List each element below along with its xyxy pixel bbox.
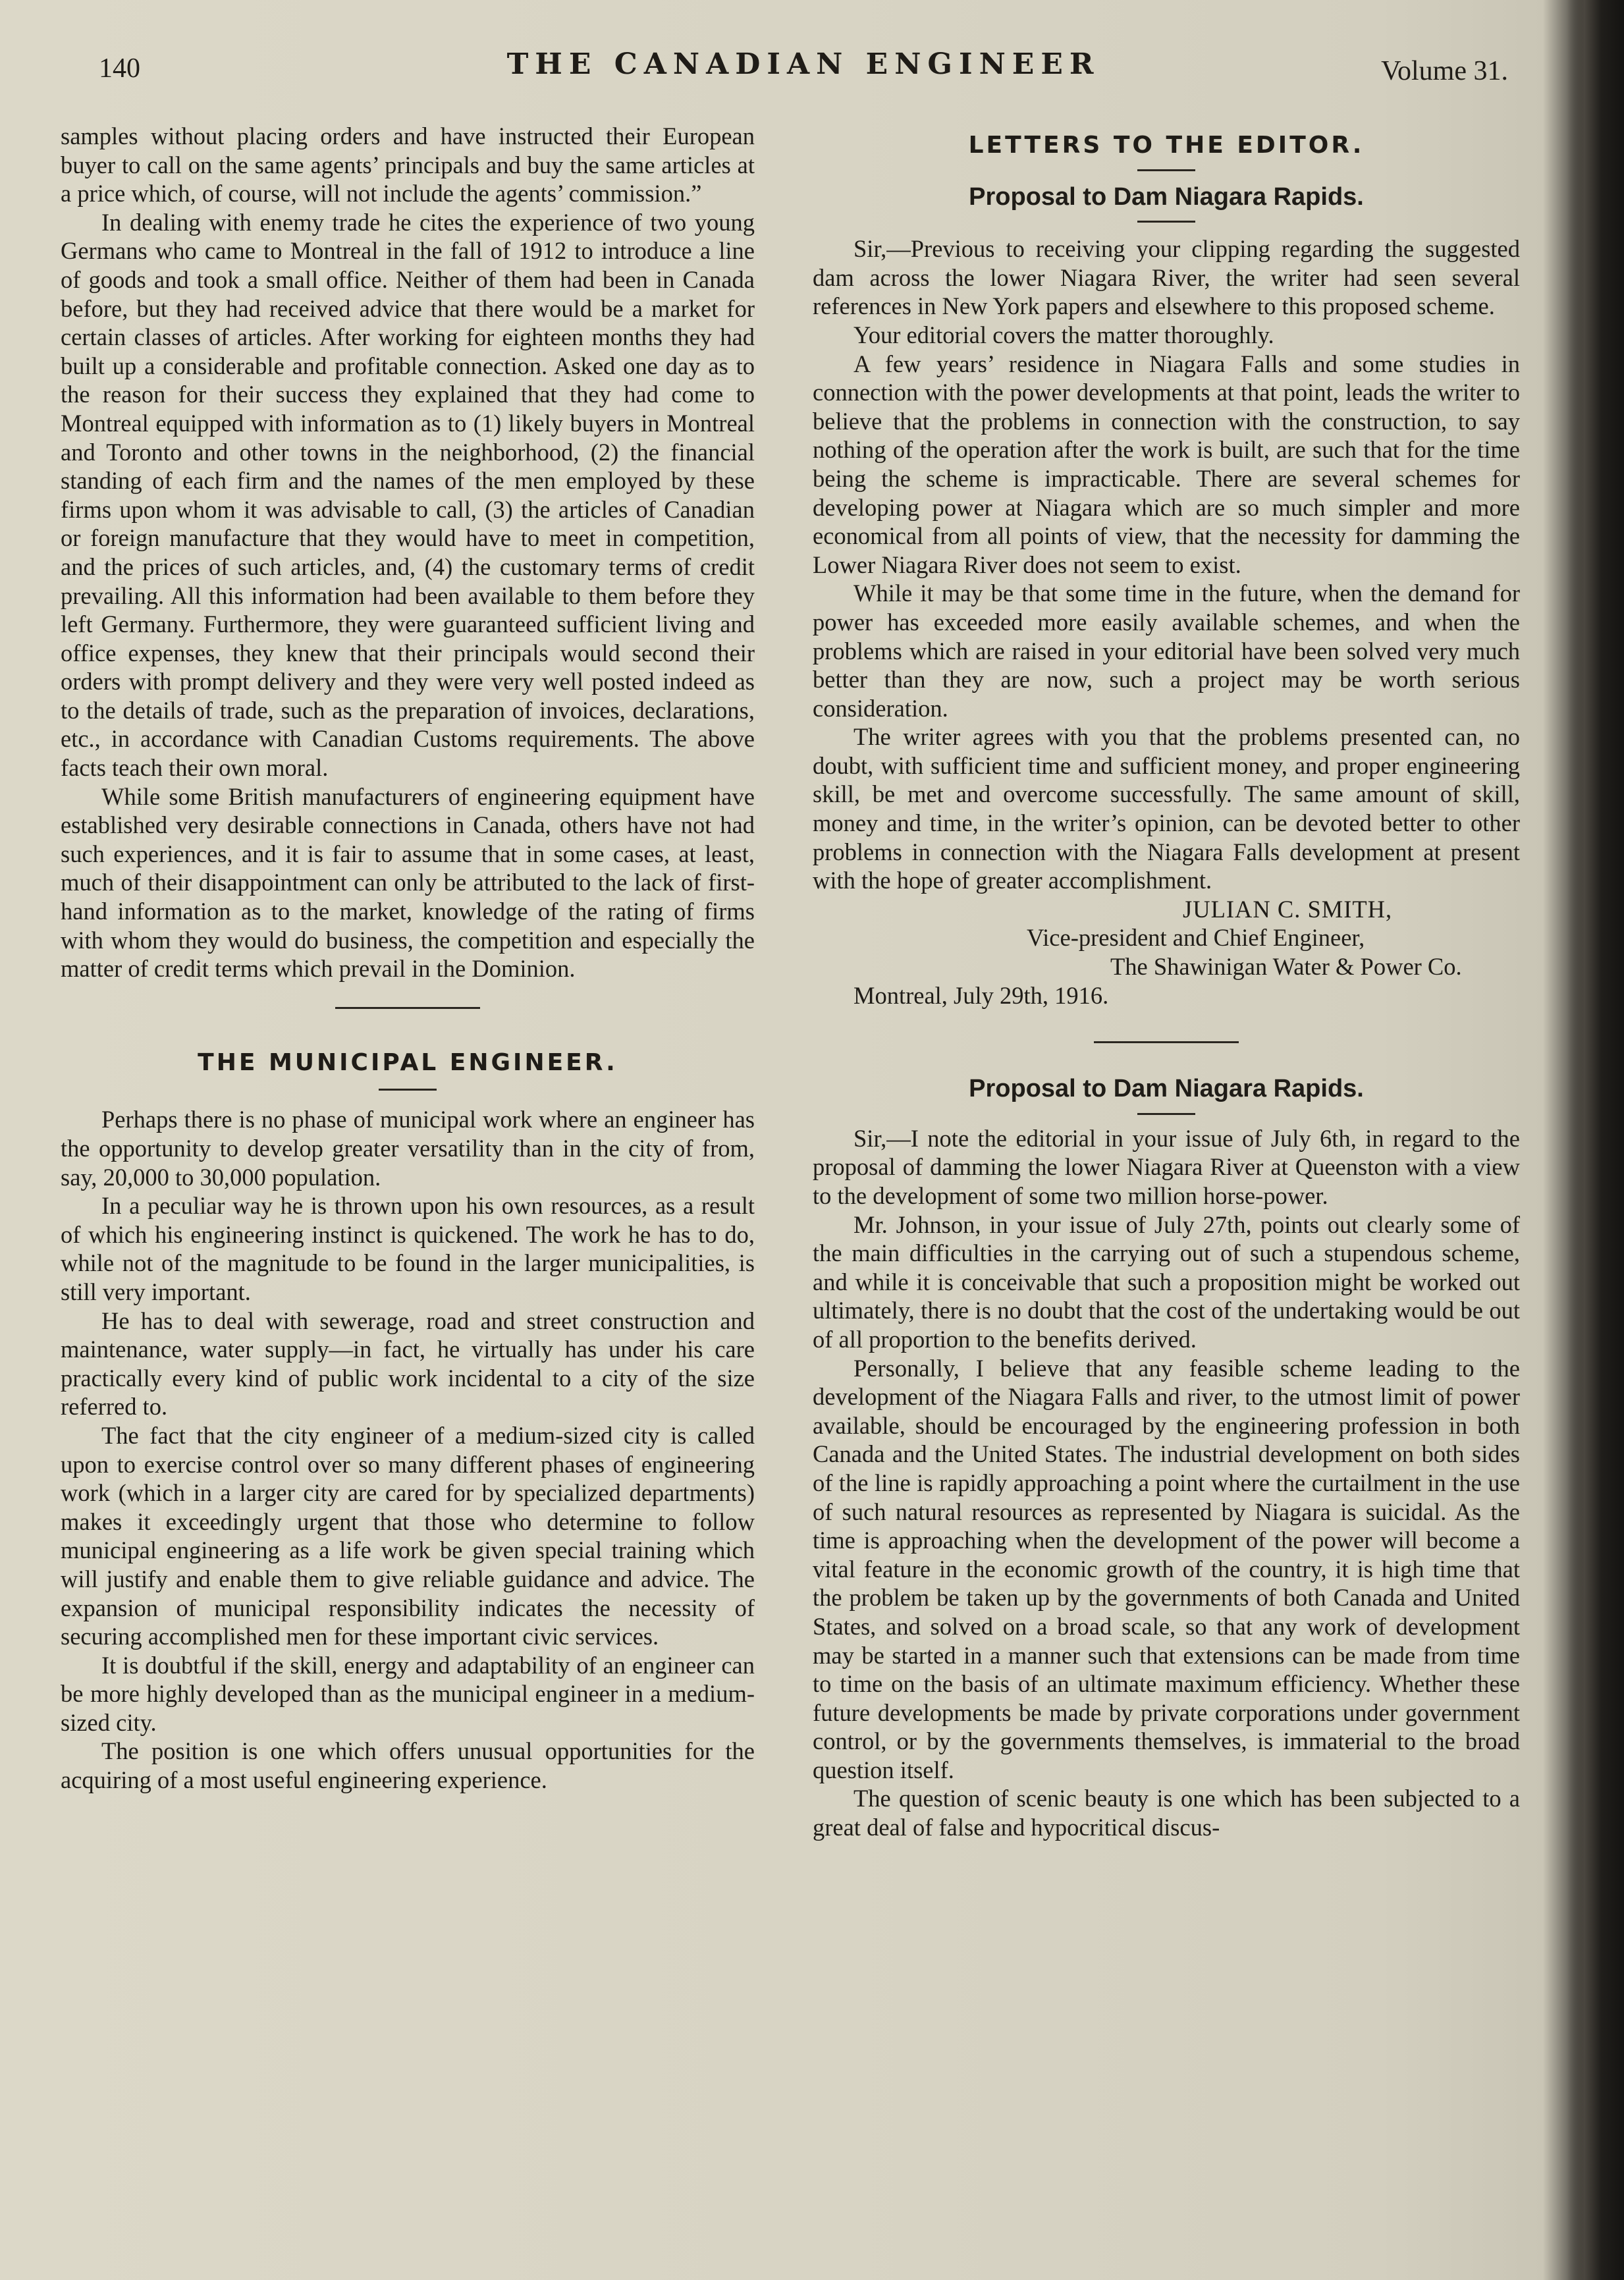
article-paragraph: It is doubtful if the skill, energy and adaptability of an engineer can be more highly developed than as the municipal engineer in a medium-sized city.	[61, 1651, 755, 1736]
signature-role: Vice-president and Chief Engineer,	[1027, 924, 1365, 952]
article-paragraph: He has to deal with sewerage, road and street construction and maintenance, water supply—in fact, he virtually has under his care practically every kind of public work incidental to a city of the size referred to.	[61, 1307, 755, 1421]
letter-paragraph: Sir,—Previous to receiving your clipping regarding the suggested dam across the lower Niagara River, the writer had seen several references in New York papers and elsewhere to this proposed scheme.	[813, 235, 1520, 320]
letter-paragraph: Your editorial covers the matter thoroughly.	[853, 321, 1274, 348]
section-divider	[1094, 1041, 1239, 1043]
letter-paragraph: While it may be that some time in the future, when the demand for power has exceeded more easily available schemes, and when the problems which are raised in your editorial have been solved very much better than they are now, such a project may be worth serious consideration.	[813, 580, 1520, 722]
heading-rule	[379, 1089, 437, 1091]
municipal-engineer-heading: THE MUNICIPAL ENGINEER.	[198, 1048, 618, 1076]
letter-dateline: Montreal, July 29th, 1916.	[853, 981, 1109, 1009]
article-paragraph: Perhaps there is no phase of municipal work where an engineer has the opportunity to develop greater versatility than in the city of from, say, 20,000 to 30,000 population.	[61, 1106, 755, 1191]
letter-paragraph: The writer agrees with you that the problems presented can, no doubt, with sufficient time and sufficient money, and proper engineering skill, be met and overcome successfully. The same amount of skill, money and time, in the writer’s opinion, can be devoted better to other problems in connection with the Niagara Falls development at present with the hope of greater accomplishment.	[813, 723, 1520, 894]
letter-paragraph: The question of scenic beauty is one which has been subjected to a great deal of false and hypocritical discus-	[813, 1785, 1520, 1841]
letter-title: Proposal to Dam Niagara Rapids.	[969, 182, 1364, 211]
section-divider	[335, 1007, 480, 1009]
page-number: 140	[99, 53, 140, 84]
letter-title: Proposal to Dam Niagara Rapids.	[969, 1075, 1364, 1103]
signature-company: The Shawinigan Water & Power Co.	[1110, 953, 1462, 981]
heading-rule	[1137, 221, 1195, 223]
heading-rule	[1137, 169, 1195, 171]
article-paragraph: The fact that the city engineer of a medium-sized city is called upon to exercise control over so many different phases of engineering work (which in a larger city are cared for by specialized departments) makes it exceedingly urgent that those who determine to follow municipal engineering as a life work be given special training which will justify and enable them to give reliable guidance and advice. The expansion of municipal responsibility indicates the necessity of securing accomplished men for these important civic services.	[61, 1421, 755, 1650]
volume-label: Volume 31.	[1381, 56, 1508, 86]
letter-paragraph: Personally, I believe that any feasible scheme leading to the development of the Niagara Falls and river, to the utmost limit of power available, should be encouraged by the engineering profession in both Canada and the United States. The industrial development on both sides of the line is rapidly approaching a point where the curtailment in the use of such natural resources as represented by Niagara is suicidal. As the time is approaching when the development of the power will become a vital feature in the economic growth of the country, it is high time that the problem be taken up by the governments of both Canada and United States, and solved on a broad scale, so that any work of development may be started in a manner such that extensions can be made from time to time on the basis of an ultimate maximum efficiency. Whether these future developments be made by private corporations under government control, or by the governments themselves, is immaterial to the broad question itself.	[813, 1354, 1520, 1783]
letter-paragraph: Mr. Johnson, in your issue of July 27th, points out clearly some of the main difficulties in the carrying out of such a stupendous scheme, and while it is conceivable that such a proposition might be worked out ultimately, there is no doubt that the cost of the undertaking would be out of all proportion to the benefits derived.	[813, 1210, 1520, 1353]
heading-rule	[1137, 1113, 1195, 1115]
letter-paragraph: A few years’ residence in Niagara Falls and some studies in connection with the power developments at that point, leads the writer to believe that the problems in connection with the construction, to say nothing of the operation after the work is built, are such that for the time being the scheme is impracticable. There are several schemes for developing power at Niagara which are so much simpler and more economical from all points of view, that the necessity for damming the Lower Niagara River does not seem to exist.	[813, 350, 1520, 578]
page-header	[99, 46, 1508, 92]
article-paragraph: In a peculiar way he is thrown upon his own resources, as a result of which his engineering instinct is quickened. The work he has to do, while not of the magnitude to be found in the larger municipalities, is still very important.	[61, 1192, 755, 1305]
article-paragraph: While some British manufacturers of engineering equipment have established very desirable connections in Canada, others have not had such experiences, and it is fair to assume that in some cases, at least, much of their disappointment can only be attributed to the lack of first-hand information as to the market, knowledge of the rating of firms with whom they would do business, the competition and especially the matter of credit terms which prevail in the Dominion.	[61, 782, 755, 983]
signature-name: JULIAN C. SMITH,	[1183, 895, 1393, 923]
right-column	[813, 122, 1520, 1842]
article-paragraph: The position is one which offers unusual opportunities for the acquiring of a most useful engineering experience.	[61, 1737, 755, 1794]
journal-title: THE CANADIAN ENGINEER	[506, 47, 1100, 81]
article-paragraph: samples without placing orders and have instructed their European buyer to call on the same agents’ principals and buy the same articles at a price which, of course, will not include the agents’ commission.”	[61, 122, 755, 207]
book-spine-shadow	[1567, 0, 1624, 2280]
article-paragraph: In dealing with enemy trade he cites the experience of two young Germans who came to Montreal in the fall of 1912 to introduce a line of goods and took a small office. Neither of them had been in Canada before, but they had received advice that there would be a market for certain classes of articles. After working for eighteen months they had built up a considerable and profitable connection. Asked one day as to the reason for their success they explained that they had come to Montreal equipped with information as to (1) likely buyers in Montreal and Toronto and other towns in the neighborhood, (2) the financial standing of each firm and the names of the men employed by these firms upon whom it was advisable to call, (3) the articles of Canadian or foreign manufacture that they would have to meet in competition, and the prices of such articles, and, (4) the customary terms of credit prevailing. All this information had been available to them before they left Germany. Furthermore, they were guaranteed sufficient living and office expenses, they knew that their principals would second their orders with prompt delivery and they were very well posted indeed as to the details of trade, such as the preparation of invoices, declarations, etc., in accordance with Canadian Customs requirements. The above facts teach their own moral.	[61, 208, 755, 782]
letters-heading: LETTERS TO THE EDITOR.	[968, 132, 1365, 159]
letter-paragraph: Sir,—I note the editorial in your issue of July 6th, in regard to the proposal of damming the lower Niagara River at Queenston with a view to the development of some two million horse-power.	[813, 1124, 1520, 1209]
left-column	[61, 122, 755, 1795]
